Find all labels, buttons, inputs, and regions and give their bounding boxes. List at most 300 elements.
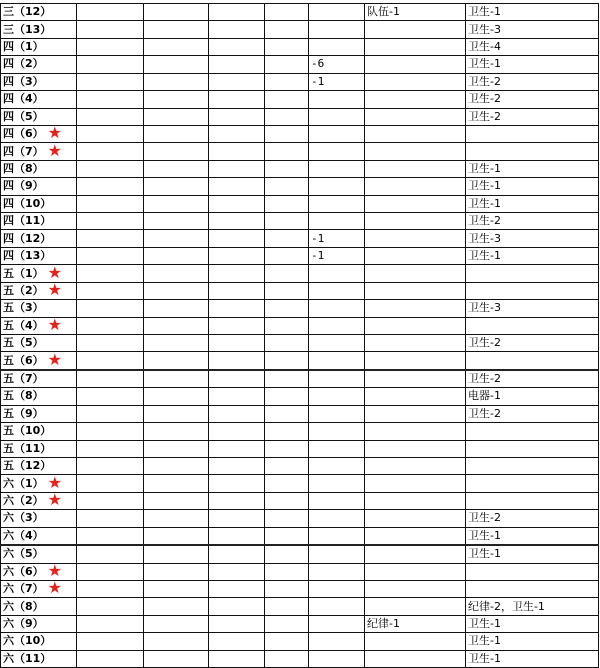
empty-cell	[209, 4, 265, 21]
hygiene-deduction-cell	[466, 545, 599, 563]
class-name-cell	[1, 440, 77, 457]
class-name-label: 五（5）	[3, 336, 44, 350]
deduction-cell	[365, 370, 466, 388]
hygiene-deduction-cell	[466, 4, 599, 21]
class-name-label: 五（3）	[3, 301, 44, 315]
score-cell	[309, 108, 365, 125]
table-row	[1, 335, 599, 352]
score-cell	[309, 335, 365, 352]
empty-cell	[77, 300, 144, 317]
class-name-cell	[1, 475, 77, 492]
empty-cell	[265, 527, 309, 545]
class-name-cell	[1, 56, 77, 73]
empty-cell	[77, 230, 144, 247]
empty-cell	[77, 457, 144, 474]
score-cell	[309, 143, 365, 160]
empty-cell	[209, 492, 265, 509]
empty-cell	[209, 615, 265, 632]
empty-cell	[77, 580, 144, 597]
empty-cell	[77, 73, 144, 90]
empty-cell	[265, 4, 309, 21]
hygiene-deduction-cell	[466, 178, 599, 195]
empty-cell	[77, 160, 144, 177]
empty-cell	[209, 282, 265, 299]
hygiene-deduction-cell-text: 卫生-1	[468, 616, 501, 630]
table-row	[1, 178, 599, 195]
deduction-cell	[365, 527, 466, 545]
score-cell	[309, 580, 365, 597]
empty-cell	[144, 38, 209, 55]
deduction-cell	[365, 650, 466, 667]
score-table	[0, 3, 599, 668]
hygiene-deduction-cell-text: 卫生-2	[468, 372, 501, 386]
empty-cell	[144, 317, 209, 334]
empty-cell	[209, 108, 265, 125]
empty-cell	[209, 527, 265, 545]
class-name-label: 四（12）	[3, 231, 52, 245]
hygiene-deduction-cell-text: 卫生-1	[468, 249, 501, 263]
empty-cell	[209, 143, 265, 160]
empty-cell	[265, 580, 309, 597]
empty-cell	[144, 335, 209, 352]
hygiene-deduction-cell-text: 卫生-1	[468, 162, 501, 175]
deduction-cell	[365, 563, 466, 580]
empty-cell	[144, 108, 209, 125]
empty-cell	[144, 598, 209, 615]
star-icon: ★	[47, 317, 62, 334]
star-icon: ★	[47, 125, 62, 143]
empty-cell	[265, 457, 309, 474]
deduction-cell	[365, 247, 466, 264]
score-cell	[309, 370, 365, 388]
empty-cell	[77, 370, 144, 388]
table-row	[1, 405, 599, 422]
class-name-label: 六（1）	[3, 476, 44, 490]
hygiene-deduction-cell-text: 卫生-3	[468, 301, 501, 315]
empty-cell	[209, 247, 265, 264]
empty-cell	[265, 405, 309, 422]
empty-cell	[265, 213, 309, 230]
table-row	[1, 213, 599, 230]
empty-cell	[77, 563, 144, 580]
empty-cell	[144, 388, 209, 405]
score-cell-text: -1	[311, 74, 325, 88]
score-cell	[309, 265, 365, 282]
empty-cell	[144, 580, 209, 597]
empty-cell	[209, 580, 265, 597]
empty-cell	[209, 265, 265, 282]
table-row	[1, 91, 599, 108]
star-icon: ★	[47, 474, 62, 492]
score-cell	[309, 300, 365, 317]
empty-cell	[265, 178, 309, 195]
empty-cell	[77, 143, 144, 160]
empty-cell	[77, 38, 144, 55]
score-cell	[309, 317, 365, 334]
class-name-label: 五（4）	[3, 318, 44, 332]
empty-cell	[144, 527, 209, 545]
table-row	[1, 615, 599, 632]
class-name-cell	[1, 195, 77, 212]
empty-cell	[144, 247, 209, 264]
empty-cell	[77, 317, 144, 334]
empty-cell	[209, 21, 265, 38]
class-name-cell	[1, 510, 77, 527]
score-cell	[309, 352, 365, 370]
class-name-label: 六（7）	[3, 582, 44, 596]
empty-cell	[144, 405, 209, 422]
score-cell	[309, 195, 365, 212]
empty-cell	[144, 545, 209, 563]
table-row	[1, 423, 599, 440]
empty-cell	[144, 73, 209, 90]
score-cell	[309, 615, 365, 632]
hygiene-deduction-cell	[466, 73, 599, 90]
score-cell	[309, 38, 365, 55]
empty-cell	[265, 475, 309, 492]
class-name-cell	[1, 38, 77, 55]
table-row	[1, 352, 599, 370]
empty-cell	[77, 475, 144, 492]
table-row	[1, 73, 599, 90]
class-name-label: 五（2）	[3, 283, 44, 297]
class-name-cell	[1, 545, 77, 563]
class-name-cell	[1, 21, 77, 38]
empty-cell	[209, 230, 265, 247]
empty-cell	[77, 21, 144, 38]
score-cell	[309, 492, 365, 509]
empty-cell	[209, 563, 265, 580]
class-name-label: 四（10）	[3, 196, 52, 210]
class-name-cell	[1, 247, 77, 264]
empty-cell	[77, 108, 144, 125]
class-name-cell	[1, 125, 77, 142]
hygiene-deduction-cell	[466, 317, 599, 334]
class-name-cell	[1, 423, 77, 440]
table-row	[1, 527, 599, 545]
class-name-cell	[1, 615, 77, 632]
star-icon: ★	[47, 264, 62, 282]
empty-cell	[144, 475, 209, 492]
empty-cell	[144, 633, 209, 650]
hygiene-deduction-cell	[466, 440, 599, 457]
deduction-cell	[365, 178, 466, 195]
class-name-label: 六（5）	[3, 547, 44, 561]
class-name-label: 六（10）	[3, 634, 52, 648]
hygiene-deduction-cell	[466, 282, 599, 299]
class-name-cell	[1, 108, 77, 125]
hygiene-deduction-cell	[466, 580, 599, 597]
deduction-cell	[365, 73, 466, 90]
score-cell	[309, 213, 365, 230]
empty-cell	[265, 195, 309, 212]
deduction-cell	[365, 265, 466, 282]
table-row	[1, 4, 599, 21]
hygiene-deduction-cell-text: 卫生-1	[468, 634, 501, 648]
hygiene-deduction-cell-text: 卫生-1	[468, 528, 501, 542]
empty-cell	[144, 300, 209, 317]
empty-cell	[77, 545, 144, 563]
class-name-label: 四（11）	[3, 214, 52, 228]
class-name-cell	[1, 352, 77, 370]
score-cell-text: -1	[311, 231, 325, 245]
table-row	[1, 265, 599, 282]
empty-cell	[209, 633, 265, 650]
empty-cell	[265, 650, 309, 667]
empty-cell	[77, 335, 144, 352]
deduction-cell	[365, 545, 466, 563]
deduction-cell	[365, 143, 466, 160]
empty-cell	[209, 370, 265, 388]
empty-cell	[144, 21, 209, 38]
table-row	[1, 580, 599, 597]
deduction-cell	[365, 108, 466, 125]
class-name-cell	[1, 335, 77, 352]
empty-cell	[144, 230, 209, 247]
class-name-cell	[1, 178, 77, 195]
table-row	[1, 143, 599, 160]
hygiene-deduction-cell-text: 卫生-1	[468, 547, 501, 561]
deduction-cell	[365, 125, 466, 142]
empty-cell	[77, 615, 144, 632]
hygiene-deduction-cell	[466, 370, 599, 388]
empty-cell	[144, 91, 209, 108]
empty-cell	[265, 108, 309, 125]
class-name-cell	[1, 4, 77, 21]
deduction-cell-text: 纪律-1	[367, 616, 400, 630]
score-cell	[309, 21, 365, 38]
class-name-cell	[1, 73, 77, 90]
class-name-label: 五（1）	[3, 266, 44, 280]
table-row	[1, 563, 599, 580]
deduction-cell	[365, 282, 466, 299]
class-name-label: 六（8）	[3, 599, 44, 613]
empty-cell	[144, 282, 209, 299]
deduction-cell	[365, 38, 466, 55]
deduction-cell	[365, 598, 466, 615]
class-name-label: 四（5）	[3, 109, 44, 123]
empty-cell	[209, 352, 265, 370]
hygiene-deduction-cell-text: 卫生-2	[468, 92, 501, 106]
class-name-label: 五（8）	[3, 389, 44, 403]
score-cell	[309, 633, 365, 650]
empty-cell	[144, 492, 209, 509]
deduction-cell	[365, 510, 466, 527]
empty-cell	[265, 317, 309, 334]
empty-cell	[209, 440, 265, 457]
hygiene-deduction-cell	[466, 352, 599, 370]
class-name-cell	[1, 265, 77, 282]
empty-cell	[144, 650, 209, 667]
table-row	[1, 633, 599, 650]
deduction-cell	[365, 317, 466, 334]
empty-cell	[209, 178, 265, 195]
deduction-cell	[365, 56, 466, 73]
hygiene-deduction-cell-text: 卫生-1	[468, 179, 501, 193]
star-icon: ★	[47, 580, 62, 598]
hygiene-deduction-cell	[466, 38, 599, 55]
table-body	[1, 4, 599, 668]
hygiene-deduction-cell-text: 卫生-1	[468, 57, 501, 71]
table-row	[1, 230, 599, 247]
empty-cell	[77, 527, 144, 545]
class-name-label: 四（6）	[3, 127, 44, 141]
deduction-cell	[365, 195, 466, 212]
deduction-cell	[365, 615, 466, 632]
hygiene-deduction-cell	[466, 160, 599, 177]
hygiene-deduction-cell-text: 卫生-3	[468, 231, 501, 245]
empty-cell	[209, 475, 265, 492]
hygiene-deduction-cell	[466, 230, 599, 247]
table-row	[1, 125, 599, 142]
table-row	[1, 21, 599, 38]
empty-cell	[144, 440, 209, 457]
class-name-cell	[1, 370, 77, 388]
empty-cell	[77, 492, 144, 509]
empty-cell	[265, 21, 309, 38]
deduction-cell	[365, 580, 466, 597]
empty-cell	[77, 650, 144, 667]
empty-cell	[144, 423, 209, 440]
class-name-cell	[1, 91, 77, 108]
hygiene-deduction-cell	[466, 527, 599, 545]
score-cell	[309, 91, 365, 108]
empty-cell	[265, 143, 309, 160]
class-name-cell	[1, 598, 77, 615]
score-cell	[309, 510, 365, 527]
empty-cell	[209, 160, 265, 177]
class-name-cell	[1, 143, 77, 160]
deduction-cell	[365, 388, 466, 405]
hygiene-deduction-cell	[466, 265, 599, 282]
score-cell	[309, 247, 365, 264]
score-cell	[309, 73, 365, 90]
deduction-cell	[365, 21, 466, 38]
empty-cell	[77, 388, 144, 405]
empty-cell	[77, 423, 144, 440]
empty-cell	[265, 423, 309, 440]
hygiene-deduction-cell	[466, 423, 599, 440]
empty-cell	[265, 91, 309, 108]
hygiene-deduction-cell-text: 卫生-3	[468, 22, 501, 36]
empty-cell	[209, 405, 265, 422]
hygiene-deduction-cell	[466, 405, 599, 422]
score-cell	[309, 563, 365, 580]
table-row	[1, 440, 599, 457]
empty-cell	[209, 213, 265, 230]
empty-cell	[144, 615, 209, 632]
hygiene-deduction-cell	[466, 56, 599, 73]
score-cell	[309, 4, 365, 21]
hygiene-deduction-cell	[466, 510, 599, 527]
empty-cell	[209, 317, 265, 334]
empty-cell	[77, 598, 144, 615]
table-row	[1, 56, 599, 73]
empty-cell	[77, 440, 144, 457]
score-cell	[309, 160, 365, 177]
hygiene-deduction-cell	[466, 143, 599, 160]
hygiene-deduction-cell-text: 卫生-2	[468, 214, 501, 228]
hygiene-deduction-cell	[466, 475, 599, 492]
table-row	[1, 650, 599, 667]
hygiene-deduction-cell-text: 卫生-4	[468, 40, 501, 54]
table-row	[1, 510, 599, 527]
deduction-cell	[365, 335, 466, 352]
score-cell	[309, 125, 365, 142]
star-icon: ★	[47, 351, 62, 369]
empty-cell	[77, 247, 144, 264]
empty-cell	[209, 335, 265, 352]
score-cell	[309, 423, 365, 440]
empty-cell	[209, 125, 265, 142]
empty-cell	[265, 335, 309, 352]
empty-cell	[209, 38, 265, 55]
empty-cell	[77, 125, 144, 142]
hygiene-deduction-cell	[466, 563, 599, 580]
empty-cell	[265, 282, 309, 299]
score-cell	[309, 178, 365, 195]
deduction-cell	[365, 4, 466, 21]
empty-cell	[77, 4, 144, 21]
star-icon: ★	[47, 492, 62, 510]
class-name-cell	[1, 650, 77, 667]
score-cell	[309, 230, 365, 247]
hygiene-deduction-cell	[466, 492, 599, 509]
score-cell	[309, 388, 365, 405]
class-name-label: 五（9）	[3, 406, 44, 420]
deduction-cell	[365, 633, 466, 650]
table-row	[1, 160, 599, 177]
deduction-cell	[365, 230, 466, 247]
empty-cell	[209, 457, 265, 474]
empty-cell	[265, 73, 309, 90]
hygiene-deduction-cell-text: 电器-1	[468, 389, 501, 403]
class-name-cell	[1, 580, 77, 597]
table-row	[1, 108, 599, 125]
table-row	[1, 38, 599, 55]
class-name-label: 六（6）	[3, 564, 44, 578]
empty-cell	[77, 282, 144, 299]
score-cell	[309, 56, 365, 73]
empty-cell	[144, 195, 209, 212]
empty-cell	[265, 300, 309, 317]
class-name-label: 五（11）	[3, 441, 52, 455]
empty-cell	[209, 56, 265, 73]
class-name-label: 六（2）	[3, 494, 44, 508]
class-name-label: 五（7）	[3, 372, 44, 386]
score-cell	[309, 440, 365, 457]
deduction-cell	[365, 352, 466, 370]
empty-cell	[144, 352, 209, 370]
class-name-label: 五（10）	[3, 424, 52, 438]
hygiene-deduction-cell	[466, 247, 599, 264]
deduction-cell	[365, 213, 466, 230]
empty-cell	[265, 247, 309, 264]
score-cell	[309, 282, 365, 299]
table-row	[1, 300, 599, 317]
empty-cell	[265, 370, 309, 388]
hygiene-deduction-cell	[466, 213, 599, 230]
score-cell	[309, 545, 365, 563]
hygiene-deduction-cell	[466, 615, 599, 632]
empty-cell	[77, 195, 144, 212]
class-name-cell	[1, 405, 77, 422]
hygiene-deduction-cell	[466, 650, 599, 667]
table-row	[1, 247, 599, 264]
hygiene-deduction-cell-text: 卫生-2	[468, 511, 501, 525]
empty-cell	[209, 510, 265, 527]
score-cell	[309, 650, 365, 667]
